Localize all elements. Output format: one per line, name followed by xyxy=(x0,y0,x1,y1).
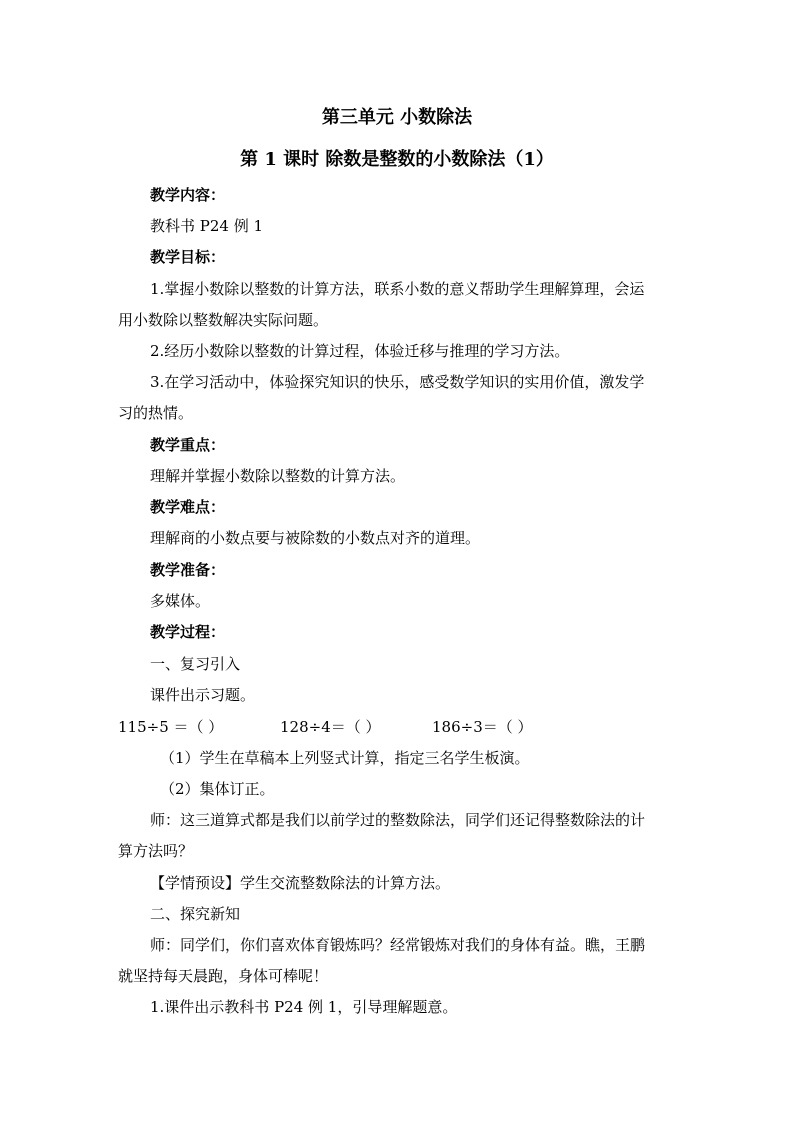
process-heading: 教学过程： xyxy=(150,623,226,641)
goal-3-line-2: 习的热情。 xyxy=(118,404,194,422)
difficulty-text: 理解商的小数点要与被除数的小数点对齐的道理。 xyxy=(150,529,481,547)
equation-2: 128÷4＝（ ） xyxy=(280,718,381,736)
equation-1: 115÷5 ＝（ ） xyxy=(118,718,224,736)
step-1: 一、复习引入 xyxy=(150,655,241,673)
step-2: 二、探究新知 xyxy=(150,905,241,923)
goal-1-line-2: 用小数除以整数解决实际问题。 xyxy=(118,311,329,329)
key-text: 理解并掌握小数除以整数的计算方法。 xyxy=(150,467,406,485)
prep-text: 多媒体。 xyxy=(150,592,211,610)
item-1: 1.课件出示教科书 P24 例 1，引导理解题意。 xyxy=(150,998,458,1016)
difficulty-heading: 教学难点： xyxy=(150,498,226,516)
teacher-2-line-1: 师：同学们，你们喜欢体育锻炼吗？经常锻炼对我们的身体有益。瞧，王鹏 xyxy=(150,936,646,954)
preset-note: 【学情预设】学生交流整数除法的计算方法。 xyxy=(150,874,451,892)
equation-3: 186÷3＝（ ） xyxy=(432,718,533,736)
sub-step-2: （2）集体订正。 xyxy=(160,780,275,798)
prep-heading: 教学准备： xyxy=(150,561,226,579)
goal-3-line-1: 3.在学习活动中，体验探究知识的快乐，感受数学知识的实用价值，激发学 xyxy=(150,373,645,391)
teacher-2-line-2: 就坚持每天晨跑，身体可棒呢！ xyxy=(118,967,329,985)
sub-step-1: （1）学生在草稿本上列竖式计算，指定三名学生板演。 xyxy=(160,749,530,767)
goal-2: 2.经历小数除以整数的计算过程，体验迁移与推理的学习方法。 xyxy=(150,342,570,360)
teacher-1-line-2: 算方法吗？ xyxy=(118,842,194,860)
unit-title: 第三单元 小数除法 xyxy=(321,107,473,128)
key-heading: 教学重点： xyxy=(150,436,226,454)
lesson-title: 第 1 课时 除数是整数的小数除法（1） xyxy=(240,149,554,170)
goal-1-line-1: 1.掌握小数除以整数的计算方法，联系小数的意义帮助学生理解算理，会运 xyxy=(150,280,645,298)
courseware-1: 课件出示习题。 xyxy=(150,686,256,704)
content-heading: 教学内容： xyxy=(150,186,226,204)
content-text: 教科书 P24 例 1 xyxy=(150,217,264,235)
teacher-1-line-1: 师：这三道算式都是我们以前学过的整数除法，同学们还记得整数除法的计 xyxy=(150,811,646,829)
goals-heading: 教学目标： xyxy=(150,248,226,266)
